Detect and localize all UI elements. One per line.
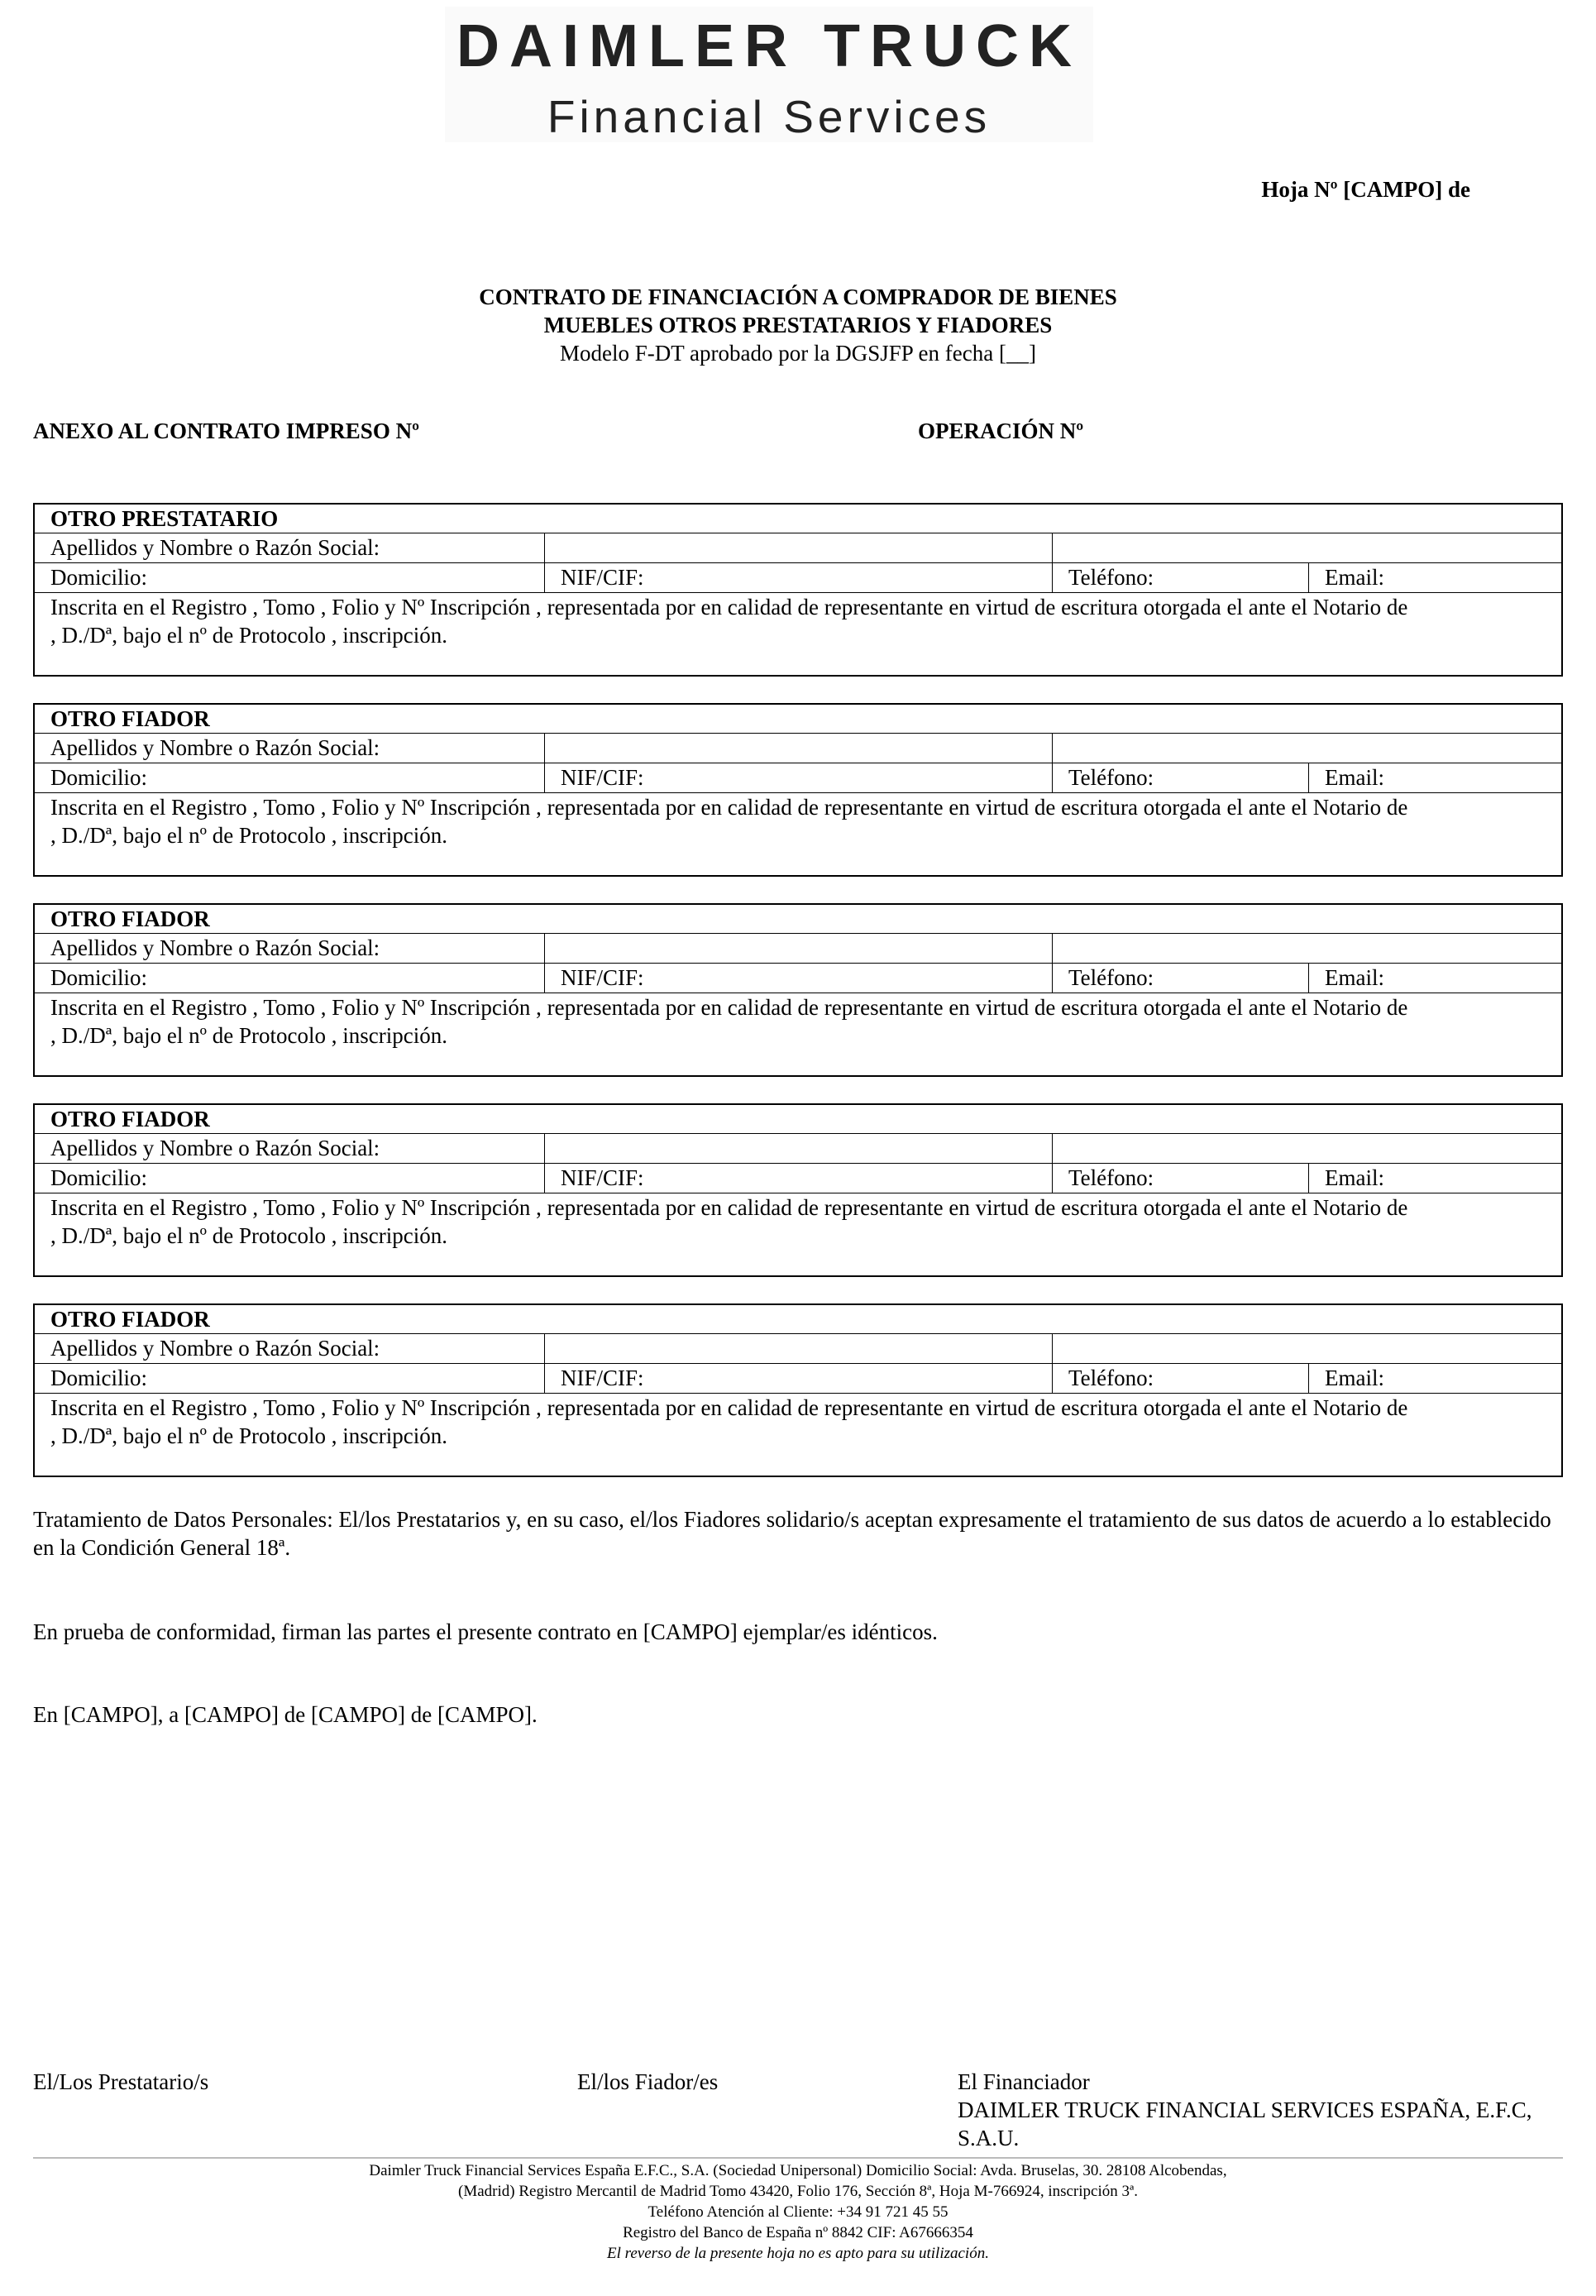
logo-line-1: DAIMLER TRUCK — [456, 13, 1082, 79]
email-field[interactable]: Email: — [1308, 964, 1561, 993]
nif-field[interactable]: NIF/CIF: — [544, 563, 1052, 592]
name-field-extra[interactable] — [544, 734, 1052, 763]
telefono-field[interactable]: Teléfono: — [1052, 763, 1308, 792]
domicilio-field[interactable]: Domicilio: — [50, 1165, 147, 1190]
contract-title-line-1: CONTRATO DE FINANCIACIÓN A COMPRADOR DE BIENES — [479, 285, 1117, 309]
email-field[interactable]: Email: — [1308, 1364, 1561, 1393]
contract-title-line-2: MUEBLES OTROS PRESTATARIOS Y FIADORES — [543, 313, 1053, 337]
financiador-name-line-1: DAIMLER TRUCK FINANCIAL SERVICES ESPAÑA, E.F.C, — [958, 2097, 1532, 2122]
data-protection-paragraph: Tratamiento de Datos Personales: El/los Prestatarios y, en su caso, el/los Fiadores solidario/s aceptan expresamente el tratamiento de sus datos de acuerdo a lo establecido en la Condición General 18ª. — [33, 1507, 1551, 1560]
signature-fiador-label: El/los Fiador/es — [577, 2069, 719, 2094]
telefono-field[interactable]: Teléfono: — [1052, 563, 1308, 592]
footer-line-1: Daimler Truck Financial Services España E.F.C., S.A. (Sociedad Unipersonal) Domicilio Social: Avda. Bruselas, 30. 28108 Alcobendas, — [369, 2162, 1227, 2179]
place-date-paragraph: En [CAMPO], a [CAMPO] de [CAMPO] de [CAMPO]. — [33, 1702, 538, 1727]
email-field[interactable]: Email: — [1308, 763, 1561, 792]
inscrita-line-1: Inscrita en el Registro , Tomo , Folio y Nº Inscripción , representada por en calidad de representante en virtud de escritura otorgada el ante el Notario de — [50, 795, 1408, 820]
name-field-extra-2[interactable] — [1052, 1334, 1561, 1363]
inscrita-line-1: Inscrita en el Registro , Tomo , Folio y Nº Inscripción , representada por en calidad de representante en virtud de escritura otorgada el ante el Notario de — [50, 1395, 1408, 1420]
footer-divider — [33, 2157, 1563, 2159]
inscrita-line-2: , D./Dª, bajo el nº de Protocolo , inscripción. — [50, 623, 447, 648]
name-field-extra-2[interactable] — [1052, 533, 1561, 562]
nif-field[interactable]: NIF/CIF: — [544, 763, 1052, 792]
logo-line-2: Financial Services — [547, 91, 992, 142]
inscrita-line-2: , D./Dª, bajo el nº de Protocolo , inscripción. — [50, 1423, 447, 1448]
footer-line-2: (Madrid) Registro Mercantil de Madrid Tomo 43420, Folio 176, Sección 8ª, Hoja M-766924, inscripción 3ª. — [458, 2183, 1138, 2200]
footer-line-4: Registro del Banco de España nº 8842 CIF: A67666354 — [623, 2224, 973, 2241]
party-section — [33, 1103, 1563, 1277]
nif-field[interactable]: NIF/CIF: — [544, 964, 1052, 993]
name-field-extra-2[interactable] — [1052, 1134, 1561, 1163]
name-field[interactable]: Apellidos y Nombre o Razón Social: — [50, 535, 380, 560]
signature-prestatario-label: El/Los Prestatario/s — [33, 2069, 209, 2094]
operacion-label: OPERACIÓN Nº — [918, 419, 1084, 443]
name-field-extra[interactable] — [544, 1134, 1052, 1163]
domicilio-field[interactable]: Domicilio: — [50, 765, 147, 790]
party-section — [33, 503, 1563, 677]
party-section — [33, 703, 1563, 877]
email-field[interactable]: Email: — [1308, 1164, 1561, 1193]
inscrita-line-1: Inscrita en el Registro , Tomo , Folio y Nº Inscripción , representada por en calidad de representante en virtud de escritura otorgada el ante el Notario de — [50, 995, 1408, 1020]
domicilio-field[interactable]: Domicilio: — [50, 1366, 147, 1390]
inscrita-line-2: , D./Dª, bajo el nº de Protocolo , inscripción. — [50, 823, 447, 848]
footer-line-5: El reverso de la presente hoja no es apto para su utilización. — [607, 2245, 989, 2262]
email-field[interactable]: Email: — [1308, 563, 1561, 592]
inscrita-line-2: , D./Dª, bajo el nº de Protocolo , inscripción. — [50, 1223, 447, 1248]
name-field[interactable]: Apellidos y Nombre o Razón Social: — [50, 1136, 380, 1160]
section-title: OTRO FIADOR — [35, 905, 1561, 934]
inscrita-line-1: Inscrita en el Registro , Tomo , Folio y Nº Inscripción , representada por en calidad de representante en virtud de escritura otorgada el ante el Notario de — [50, 1195, 1408, 1220]
party-section — [33, 1303, 1563, 1477]
telefono-field[interactable]: Teléfono: — [1052, 964, 1308, 993]
telefono-field[interactable]: Teléfono: — [1052, 1164, 1308, 1193]
name-field-extra[interactable] — [544, 934, 1052, 963]
section-title: OTRO PRESTATARIO — [35, 505, 1561, 533]
section-title: OTRO FIADOR — [35, 1305, 1561, 1334]
section-title: OTRO FIADOR — [35, 1105, 1561, 1134]
name-field[interactable]: Apellidos y Nombre o Razón Social: — [50, 935, 380, 960]
name-field-extra-2[interactable] — [1052, 934, 1561, 963]
name-field-extra[interactable] — [544, 533, 1052, 562]
name-field-extra-2[interactable] — [1052, 734, 1561, 763]
domicilio-field[interactable]: Domicilio: — [50, 565, 147, 590]
telefono-field[interactable]: Teléfono: — [1052, 1364, 1308, 1393]
signature-financiador-label: El Financiador — [958, 2069, 1090, 2094]
inscrita-line-2: , D./Dª, bajo el nº de Protocolo , inscripción. — [50, 1023, 447, 1048]
domicilio-field[interactable]: Domicilio: — [50, 965, 147, 990]
party-section — [33, 903, 1563, 1077]
section-title: OTRO FIADOR — [35, 705, 1561, 734]
name-field-extra[interactable] — [544, 1334, 1052, 1363]
anexo-label: ANEXO AL CONTRATO IMPRESO Nº — [33, 419, 419, 443]
footer-line-3: Teléfono Atención al Cliente: +34 91 721 45 55 — [647, 2203, 949, 2221]
inscrita-line-1: Inscrita en el Registro , Tomo , Folio y Nº Inscripción , representada por en calidad de representante en virtud de escritura otorgada el ante el Notario de — [50, 595, 1408, 619]
name-field[interactable]: Apellidos y Nombre o Razón Social: — [50, 735, 380, 760]
contract-model-line: Modelo F-DT aprobado por la DGSJFP en fecha [__] — [560, 341, 1036, 366]
nif-field[interactable]: NIF/CIF: — [544, 1164, 1052, 1193]
financiador-name-line-2: S.A.U. — [958, 2126, 1020, 2150]
nif-field[interactable]: NIF/CIF: — [544, 1364, 1052, 1393]
name-field[interactable]: Apellidos y Nombre o Razón Social: — [50, 1336, 380, 1361]
sheet-number: Hoja Nº [CAMPO] de — [1261, 177, 1470, 202]
conformity-paragraph: En prueba de conformidad, firman las partes el presente contrato en [CAMPO] ejemplar/es idénticos. — [33, 1619, 938, 1644]
